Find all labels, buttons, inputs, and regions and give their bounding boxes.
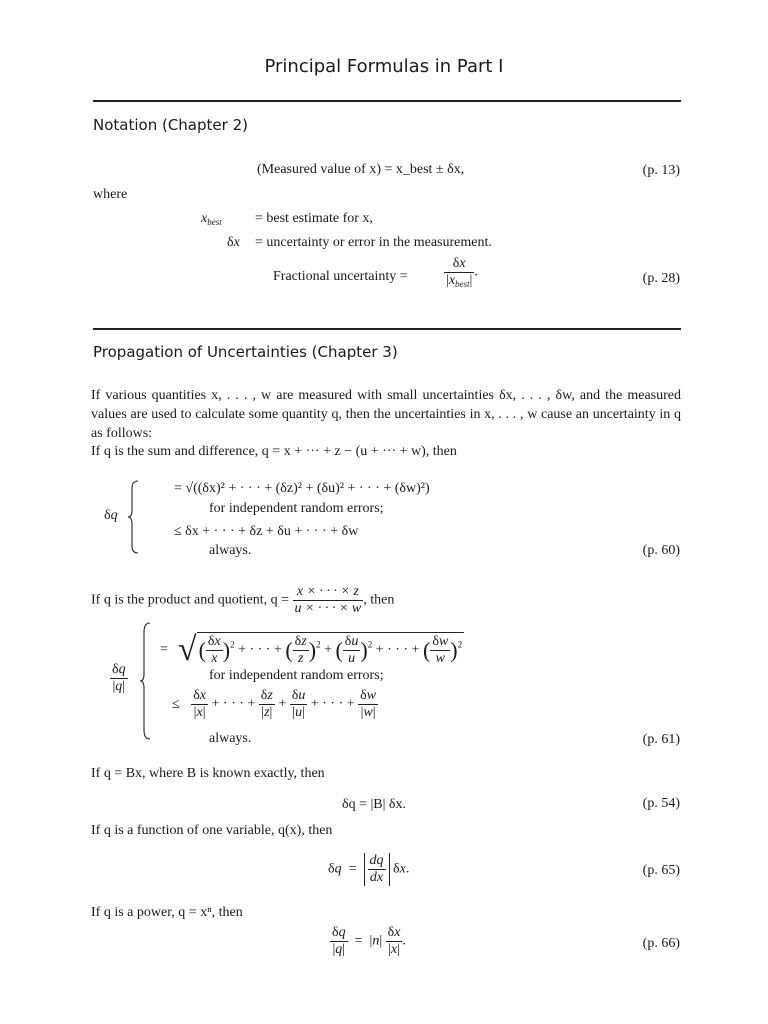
product-always-note: always. — [209, 731, 252, 746]
bx-intro: If q = Bx, where B is known exactly, then — [91, 766, 325, 781]
sum-independent-equation: = √((δx)² + · · · + (δz)² + (δu)² + · · · + (δw)²) — [174, 481, 430, 496]
section-rule-middle — [93, 328, 681, 330]
page-title: Principal Formulas in Part I — [264, 56, 504, 77]
dq-symbol: δq — [104, 508, 118, 523]
product-independent-equation: = √( $\frac{\delta x}{x}$ )$^2$ + · · · + ( $\frac{\delta z}{z}$ )$^2$ + ( $\frac{\delta u}{u}$ )$^2$ + · · · + ( $\frac{\delta w}{w}$ )$^2$ — [160, 630, 463, 668]
power-intro: If q is a power, q = xⁿ, then — [91, 905, 243, 920]
sum-always-note: always. — [209, 543, 252, 558]
section-rule-top — [93, 100, 681, 102]
fractional-uncertainty-fraction: $\frac{\delta x}{|x_{best}|}$ . — [446, 256, 478, 289]
dx-symbol: δx — [227, 235, 240, 250]
product-fraction-denominator: u × · · · × w — [294, 601, 362, 616]
power-equation: $\frac{\delta q}{|q|}$ = |n| $\frac{\delta x}{|x|}$ . — [332, 925, 406, 957]
bx-ref: (p. 54) — [642, 796, 680, 811]
product-always-equation: ≤ $\frac{\delta x}{|x|}$ + · · · + $\frac{\delta z}{|z|}$ + $\frac{\delta u}{|u|}$ + · · · + $\frac{\delta w}{|w|}$ — [172, 688, 377, 720]
propagation-intro-paragraph: If various quantities x, . . . , w are measured with small uncertainties δx, . . . , δw, and the measured values are used to calculate some quantity q, then the uncertainties in x, . . . , w cause an uncertainty in q as follows: — [91, 388, 681, 441]
xbest-definition: = best estimate for x, — [255, 211, 373, 226]
function-ref: (p. 65) — [642, 863, 680, 878]
xbest-symbol: $x_{best}$ — [201, 211, 222, 227]
product-intro — [91, 584, 394, 617]
product-ref: (p. 61) — [642, 732, 680, 747]
sum-independent-note: for independent random errors; — [209, 501, 384, 516]
sum-always-equation: ≤ δx + · · · + δz + δu + · · · + δw — [174, 524, 359, 539]
section-heading-notation: Notation (Chapter 2) — [93, 116, 248, 134]
sum-ref: (p. 60) — [642, 543, 680, 558]
product-brace-icon — [140, 622, 152, 740]
power-ref: (p. 66) — [642, 936, 680, 951]
section-heading-propagation: Propagation of Uncertainties (Chapter 3) — [93, 343, 398, 361]
sum-intro: If q is the sum and difference, q = x + ··· + z − (u + ··· + w), then — [91, 444, 457, 459]
sum-brace-icon — [128, 480, 140, 554]
dx-definition: = uncertainty or error in the measurement. — [255, 235, 492, 250]
bx-equation: δq = |B| δx. — [342, 797, 407, 812]
product-independent-note: for independent random errors; — [209, 668, 384, 683]
measured-value-equation: (Measured value of x) = x_best ± δx, — [257, 162, 465, 177]
measured-value-ref: (p. 13) — [642, 163, 680, 178]
function-equation: δq = $\frac{dq}{dx}$ δx. — [328, 853, 410, 885]
product-intro-text: If q is the product and quotient, q = — [91, 592, 290, 608]
fractional-uncertainty-ref: (p. 28) — [642, 271, 680, 286]
relative-dq-symbol: $\frac{\delta q}{|q|}$ — [112, 662, 126, 694]
fractional-uncertainty-label: Fractional uncertainty = — [273, 269, 408, 284]
function-intro: If q is a function of one variable, q(x), then — [91, 823, 333, 838]
product-intro-then: , then — [363, 592, 395, 608]
where-text: where — [93, 187, 128, 202]
product-fraction-numerator: x × · · · × z — [296, 584, 359, 599]
